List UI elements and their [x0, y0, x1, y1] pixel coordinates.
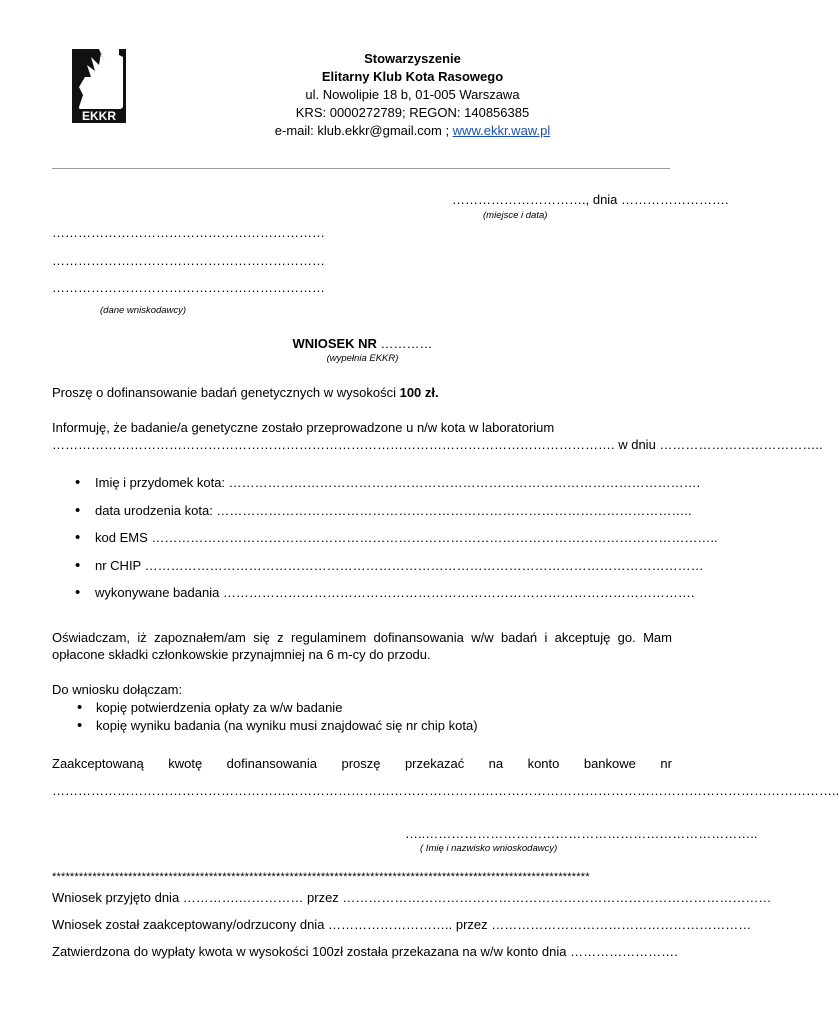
form-title: [0, 336, 725, 351]
logo-text: EKKR: [81, 109, 117, 123]
asterisk-separator: ************************************************************************************************************************: [52, 871, 590, 883]
office-received-line[interactable]: Wniosek przyjęto dnia ………….…………… przez ………………………………………………………………………………………: [52, 890, 772, 905]
office-payout-line[interactable]: Zatwierdzona do wypłaty kwota w wysokości 100zł została przekazana na w/w konto dnia …………………….: [52, 944, 678, 959]
request-sentence: Proszę o dofinansowanie badań genetycznych w wysokości: [52, 385, 400, 400]
form-number-field: …………: [376, 336, 433, 351]
bank-word: dofinansowania: [226, 756, 318, 771]
declaration-text: Oświadczam, iż zapoznałem/am się z regulaminem dofinansowania w/w badań i akceptuję go. Mam opłacone składki członkowskie przynajmniej na 6 m-cy do przodu.: [52, 630, 672, 662]
lab-date-field[interactable]: …………………………………………………………………………………………………………………. w dniu ………………………………..: [52, 437, 823, 452]
signature-field[interactable]: …..…………………………………………………………………..: [405, 826, 758, 841]
org-email: e-mail: klub.ekkr@gmail.com ;: [274, 123, 453, 138]
attachments-list: [52, 699, 478, 735]
attachments-heading: Do wniosku dołączam:: [52, 682, 183, 697]
field-birth-date[interactable]: • data urodzenia kota: ………………………………………………………………………………………………..: [52, 503, 718, 531]
header-divider: [52, 168, 670, 169]
attachment-item: • kopię potwierdzenia opłaty za w/w badanie: [52, 699, 478, 717]
org-name: Elitarny Klub Kota Rasowego: [321, 69, 504, 84]
ekkr-logo: [69, 47, 129, 125]
bank-word: bankowe: [583, 756, 636, 771]
field-chip-number[interactable]: • nr CHIP …………………………………………………………………………………………………………………: [52, 558, 718, 586]
bank-word: przekazać: [404, 756, 465, 771]
org-address: ul. Nowolipie 18 b, 01-005 Warszawa: [305, 87, 520, 102]
request-amount: 100 zł.: [399, 385, 439, 400]
applicant-line-1[interactable]: ………………………………………………………: [52, 225, 325, 240]
signature-caption: ( Imię i nazwisko wnioskodawcy): [420, 843, 558, 854]
applicant-line-3[interactable]: ………………………………………………………: [52, 280, 325, 295]
bank-account-field[interactable]: ………………………………………………………………………………………………………………………………………………………………..: [52, 783, 839, 798]
place-date-field[interactable]: …………………………., dnia …………………….: [452, 192, 729, 207]
bank-word: proszę: [341, 756, 381, 771]
form-title-caption: (wypełnia EKKR): [326, 353, 399, 364]
place-date-caption: (miejsce i data): [483, 210, 548, 221]
bank-word: kwotę: [168, 756, 203, 771]
org-line1: Stowarzyszenie: [364, 51, 461, 66]
applicant-caption: (dane wniskodawcy): [100, 305, 187, 316]
field-tests[interactable]: • wykonywane badania ……………………………………………………………………………………………….: [52, 585, 718, 613]
bank-word: nr: [660, 756, 672, 771]
field-ems-code[interactable]: • kod EMS …………………………………………………………………………………………………………………..: [52, 530, 718, 558]
attachment-item: • kopię wyniku badania (na wyniku musi znajdować się nr chip kota): [52, 717, 478, 735]
org-registry: KRS: 0000272789; REGON: 140856385: [295, 105, 530, 120]
lab-info-text: Informuję, że badanie/a genetyczne zostało przeprowadzone u n/w kota w laboratorium: [52, 420, 555, 435]
form-title-label: WNIOSEK NR: [292, 336, 377, 351]
bank-word: na: [488, 756, 504, 771]
organization-header: [230, 50, 595, 140]
org-contact: [230, 122, 595, 140]
office-decision-line[interactable]: Wniosek został zaakceptowany/odrzucony dnia ……………………….. przez ……………………………………………………: [52, 917, 752, 932]
website-link[interactable]: www.ekkr.waw.pl: [452, 123, 551, 138]
request-text: [52, 385, 439, 400]
field-cat-name[interactable]: • Imię i przydomek kota: ……………………………………………………………………………………………….: [52, 475, 718, 503]
bank-request-text: [52, 756, 672, 771]
bank-word: Zaakceptowaną: [52, 756, 144, 771]
bank-word: konto: [527, 756, 560, 771]
applicant-line-2[interactable]: ………………………………………………………: [52, 253, 325, 268]
cat-fields-list: [52, 475, 718, 613]
